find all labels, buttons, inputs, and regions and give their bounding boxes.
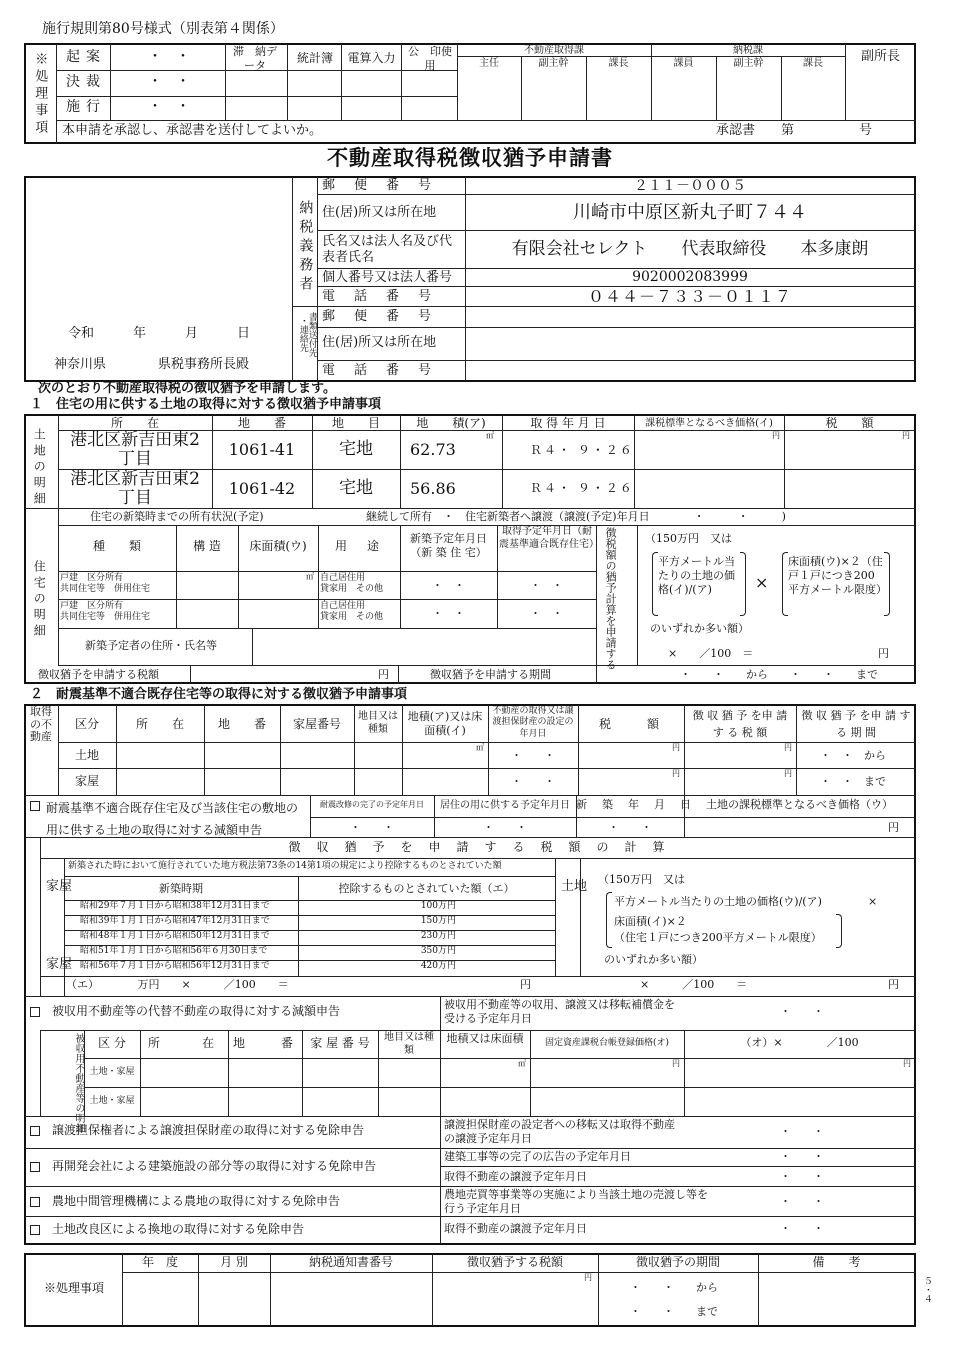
corporate-number: 9020002083999 xyxy=(632,269,748,285)
land1-lot: 1061-41 xyxy=(228,440,296,459)
deduction-amount: 230万円 xyxy=(420,931,456,941)
approval-question: 本申請を承認し、承認書を送付してよいか。 xyxy=(62,123,323,138)
row-issue: 施行 xyxy=(66,99,106,115)
row-draft: 起案 xyxy=(66,49,106,65)
deduction-amount: 100万円 xyxy=(420,901,456,911)
land1-location: 港北区新吉田東2丁目 xyxy=(70,430,200,469)
vice-director: 副所長 xyxy=(860,49,900,64)
ownership-status: 継続して所有 ・ 住宅新築者へ譲渡（譲渡(予定)年月日 ・ ・ ) xyxy=(366,510,786,523)
taxpayer-address: 川崎市中原区新丸子町７４４ xyxy=(573,202,807,223)
form-number: 施行規則第80号様式（別表第４関係） xyxy=(42,21,284,37)
land1-type: 宅地 xyxy=(339,439,373,459)
earthquake-reduction-checkbox[interactable] xyxy=(30,801,40,811)
row-approval: 決裁 xyxy=(66,74,106,90)
postal-code: ２１１－０００５ xyxy=(634,178,746,194)
deduction-period: 昭和39年１月１日から昭和47年12月31日まで xyxy=(80,916,270,926)
application-date: 令和 年 月 日 xyxy=(68,326,251,341)
processing-mark: ※処理事項 xyxy=(32,52,48,137)
deduction-period: 昭和56年７月１日から昭和56年12月31日まで xyxy=(80,961,270,971)
land2-area: 56.86 xyxy=(410,479,456,498)
land2-date: Ｒ４・ ９・２６ xyxy=(530,481,634,495)
taxpayer-label: 納税義務者 xyxy=(297,200,314,295)
exemption-3-checkbox[interactable] xyxy=(30,1197,40,1207)
section2-title: ２ 耐震基準不適合既存住宅等の取得に対する徴収猶予申請事項 xyxy=(30,687,408,702)
section1-title: １ 住宅の用に供する土地の取得に対する徴収猶予申請事項 xyxy=(30,397,382,412)
land1-area: 62.73 xyxy=(410,440,456,459)
deduction-amount: 350万円 xyxy=(420,946,456,956)
page-title: 不動産取得税徴収猶予申請書 xyxy=(327,145,613,170)
land2-type: 宅地 xyxy=(339,478,373,498)
deduction-period: 昭和29年７月１日から昭和38年12月31日まで xyxy=(80,901,270,911)
phone-number: ０４４－７３３－０１１７ xyxy=(587,287,792,306)
expropriation-reduction-checkbox[interactable] xyxy=(30,1007,40,1017)
exemption-2-checkbox[interactable] xyxy=(30,1162,40,1172)
exemption-4-checkbox[interactable] xyxy=(30,1225,40,1235)
approval-number: 承認書 第 号 xyxy=(716,123,873,138)
deduction-amount: 420万円 xyxy=(420,961,456,971)
land2-lot: 1061-42 xyxy=(228,479,296,498)
tax-office: 神奈川県 県税事務所長殿 xyxy=(54,357,250,372)
taxpayer-name: 有限会社セレクト 代表取締役 本多康朗 xyxy=(511,239,869,259)
page-number: ５・４ xyxy=(921,1276,932,1303)
deduction-period: 昭和51年１月１日から昭和56年６月30日まで xyxy=(80,946,268,956)
intro-text: 次のとおり不動産取得税の徴収猶予を申請します。 xyxy=(38,381,336,396)
deduction-period: 昭和48年１月１日から昭和50年12月31日まで xyxy=(80,931,270,941)
land2-location: 港北区新吉田東2丁目 xyxy=(70,469,200,508)
deduction-amount: 150万円 xyxy=(420,916,456,926)
land1-date: Ｒ４・ ９・２６ xyxy=(530,443,634,457)
exemption-1-checkbox[interactable] xyxy=(30,1126,40,1136)
